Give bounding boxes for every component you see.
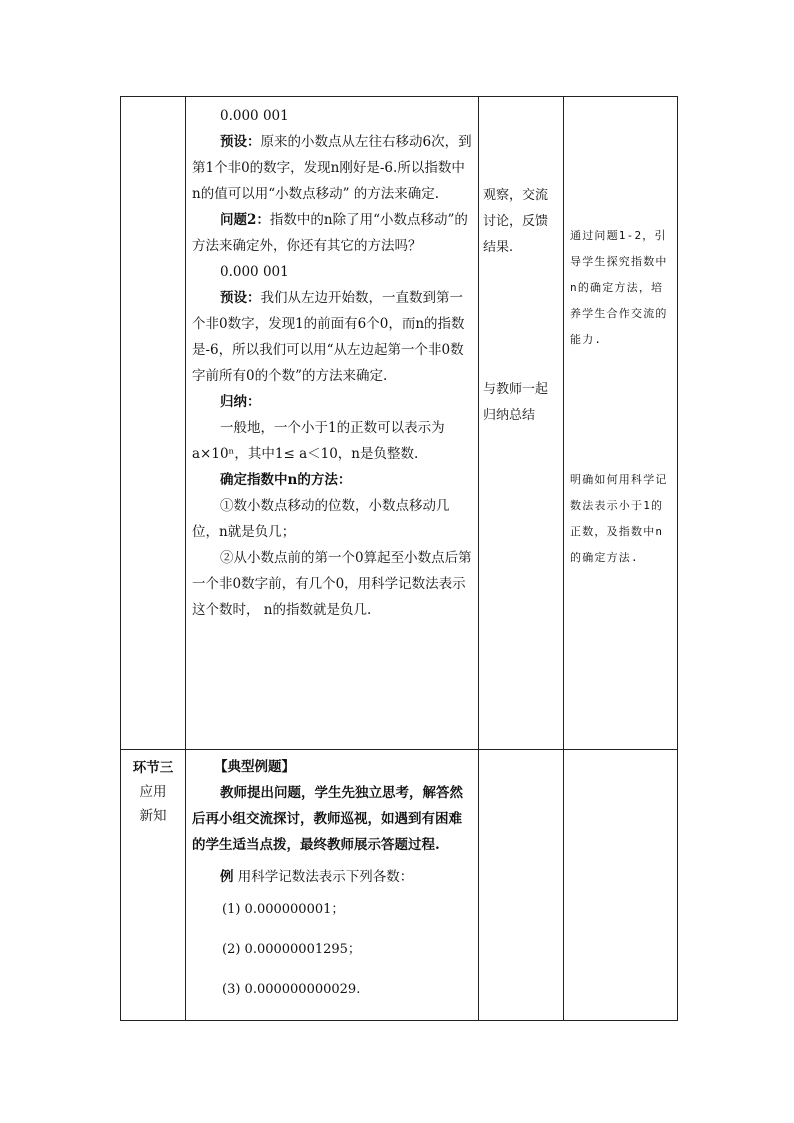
student-activity-1: 观察，交流讨论，反馈结果.: [483, 188, 549, 255]
design-intent-2: 明确如何用科学记数法表示小于1的正数，及指数中n的确定方法.: [570, 473, 668, 564]
stage-cell-empty: [121, 97, 186, 750]
question-2-text: 指数中的n除了用“小数点移动”的方法来确定外，你还有其它的方法吗？: [192, 212, 468, 254]
design-intent-cell: [564, 97, 678, 750]
example-description: 教师提出问题，学生先独立思考，解答然后再小组交流探讨，教师巡视，如遇到有困难的学生适当点拨，最终教师展示答题过程.: [192, 785, 463, 853]
example-item-2: (2) 0.00000001295；: [222, 942, 361, 957]
example-label: 例: [220, 869, 234, 885]
summary-label: 归纳：: [220, 394, 261, 410]
example-heading: 【典型例题】: [214, 759, 295, 775]
question-2-paragraph: [192, 207, 472, 259]
example-content-cell: [186, 750, 479, 1021]
decimal-example: 0.000 001: [220, 108, 289, 124]
example-prompt: [192, 864, 472, 890]
decimal-example-2: 0.000 001: [220, 264, 289, 280]
example-text: 用科学记数法表示下列各数：: [233, 869, 414, 885]
preset-paragraph-2: [192, 285, 472, 389]
teaching-content-cell: [186, 97, 479, 750]
preset-text: 原来的小数点从左往右移动6次，到第1个非0的数字，发现n刚好是-6.所以指数中n的值可以用“小数点移动” 的方法来确定.: [192, 134, 472, 202]
stage-subtitle-1: 应用: [139, 784, 167, 800]
student-activity-2: 与教师一起归纳总结: [483, 382, 549, 423]
preset-text-2: 我们从左边开始数，一直数到第一个非0数字，发现1的前面有6个0，而n的指数是-6，所以我们可以用“从左边起第一个非0数字前所有0的个数”的方法来确定.: [192, 290, 465, 384]
preset-label-2: 预设：: [220, 290, 261, 306]
stage-cell: [121, 750, 186, 1021]
stage-title: 环节三: [132, 760, 174, 776]
method-1: ①数小数点移动的位数，小数点移动几位，n就是负几；: [192, 498, 450, 540]
table-row: [121, 750, 678, 1021]
table-row: [121, 97, 678, 750]
preset-label: 预设：: [220, 134, 261, 150]
design-intent-1: 通过问题1-2，引导学生探究指数中n的确定方法，培养学生合作交流的能力.: [570, 229, 668, 346]
method-label: 确定指数中n的方法：: [220, 472, 352, 488]
student-activity-cell: [479, 97, 564, 750]
method-2: ②从小数点前的第一个0算起至小数点后第一个非0数字前，有几个0，用科学记数法表示这个数时， n的指数就是负几.: [192, 550, 472, 618]
example-item-1: (1) 0.000000001；: [222, 902, 345, 917]
question-2-label: 问题2：: [220, 212, 270, 228]
example-item-3: (3) 0.000000000029.: [222, 982, 361, 997]
summary-text: 一般地，一个小于1的正数可以表示为a×10ⁿ，其中1≤ a＜10，n是负整数.: [192, 420, 445, 462]
method-heading: [192, 467, 472, 493]
design-intent-cell-empty: [564, 750, 678, 1021]
preset-paragraph-1: [192, 129, 472, 207]
student-activity-cell-empty: [479, 750, 564, 1021]
stage-subtitle-2: 新知: [139, 808, 167, 824]
summary-heading: [192, 389, 472, 415]
lesson-plan-table: [120, 96, 678, 1021]
